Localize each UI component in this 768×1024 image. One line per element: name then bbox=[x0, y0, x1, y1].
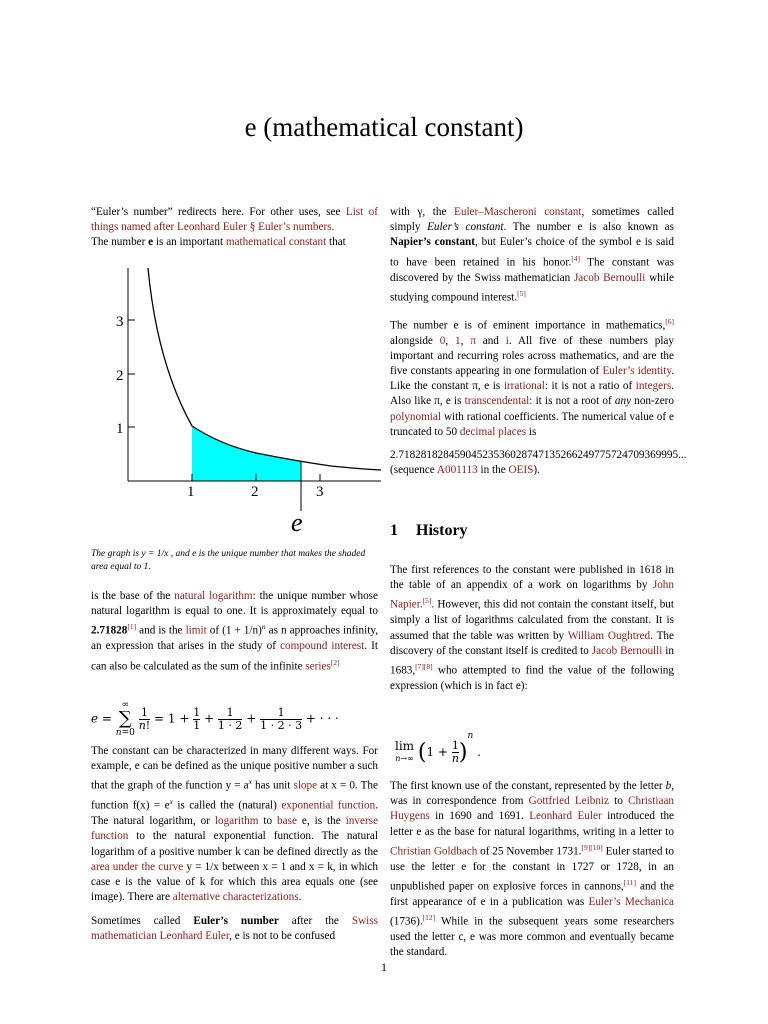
text: : the unique number whose natural logarithm is equal to one. It is approximately equal to bbox=[91, 590, 378, 618]
text: The constant was discovered by the Swiss mathematician bbox=[390, 256, 674, 284]
curve-1-over-x bbox=[148, 268, 381, 470]
text: y = 1/x between x = 1 and x = k, in which case e is the value of k for which this area equals one (see image). There are bbox=[91, 860, 378, 904]
eulers-identity-link[interactable]: Euler’s identity bbox=[602, 365, 672, 378]
text: The first references to the constant were published in 1618 in the table of an appendix of a work on logarithms by bbox=[390, 564, 674, 592]
paragraph-history-1: The first references to the constant were published in 1618 in the table of an appendix of a work on logarithms by John Napier.[5]. However, this did not contain the constant itself, but simply a list of logarithms calculated from the constant. It is assumed that the table was written by William Oughtred. The discovery of the constant itself is credited to Jacob Bernoulli in 1683,[7][8] who attempted to find the value of the following expression (which is in fact e): bbox=[390, 564, 675, 692]
x-tick-label-3: 3 bbox=[316, 484, 324, 500]
text: to bbox=[258, 815, 278, 828]
transcendental-link[interactable]: transcendental bbox=[464, 395, 530, 408]
oeis-sequence bbox=[390, 463, 674, 478]
section-title: History bbox=[416, 522, 468, 539]
text: . All five of these numbers play important and recurring roles across mathematics, and are the five constants appearing in one formulation of bbox=[390, 334, 674, 378]
figure-caption: The graph is y = 1/x , and e is the unique number that makes the shaded area equal to 1. bbox=[91, 549, 366, 572]
text: . However, this did not contain the constant itself, but simply a list of logarithms calculated from the constant. It is assumed that the table was written by bbox=[390, 599, 674, 642]
oeis-link[interactable]: OEIS bbox=[508, 464, 534, 477]
text: and is the bbox=[136, 625, 186, 638]
leonhard-euler-history-link[interactable]: Leonhard Euler bbox=[529, 810, 602, 823]
zero-link[interactable]: 0 bbox=[439, 334, 446, 347]
shaded-area bbox=[192, 426, 301, 481]
decimal-places-link[interactable]: decimal places bbox=[459, 425, 527, 438]
text: in 1690 and 1691. bbox=[429, 810, 530, 823]
euler-mascheroni-link[interactable]: Euler–Mascheroni constant bbox=[454, 206, 582, 218]
eulers-number-bold: Euler’s number bbox=[193, 914, 279, 927]
text: to bbox=[609, 795, 629, 808]
i-link[interactable]: i bbox=[505, 334, 509, 347]
hyperbola-graph bbox=[91, 263, 381, 538]
area-under-curve-link[interactable]: area under the curve bbox=[91, 860, 184, 873]
text: . The number e is also known as bbox=[503, 221, 675, 234]
text: . bbox=[298, 891, 302, 904]
logarithm-link[interactable]: logarithm bbox=[214, 815, 259, 828]
text: introduced the letter e as the base for natural logarithms, writing in a letter to bbox=[390, 810, 674, 838]
pi-link[interactable]: π bbox=[470, 334, 476, 347]
paragraph-characterization: The constant can be characterized in many different ways. For example, e can be defined as the unique positive number a such that the graph of the function $y = a^x$ has unit slope at x = 0. The function $f(x) = e^x$ is called the (natural) exponential function. The natural logarithm, or logarithm to base e, is the inverse function to the natural exponential function. The natural logarithm of a positive number k can be defined directly as the area under the curve y = 1/x between x = 1 and x = k, in which case e is the value of k for which this area equals one (see image). There are alternative characterizations. bbox=[91, 745, 378, 904]
john-napier-link[interactable]: John Napier bbox=[390, 579, 674, 612]
redirect-text: “Euler’s number” redirects here. For other uses, see bbox=[91, 206, 346, 218]
approx-value: 2.71828 bbox=[91, 625, 128, 638]
redirect-link[interactable]: List of things named after Leonhard Euler § Euler’s numbers. bbox=[91, 206, 378, 234]
ref-4-link[interactable]: [4] bbox=[571, 253, 580, 263]
text: Euler started to use the letter e for the constant in 1727 or 1728, in an unpublished paper on explosive forces in cannons, bbox=[390, 845, 674, 893]
limit-link[interactable]: limit bbox=[185, 625, 207, 638]
y-tick-label-2: 2 bbox=[116, 368, 124, 384]
redirect-note bbox=[91, 205, 378, 235]
ref-9-10-link[interactable]: [9][10] bbox=[581, 842, 603, 852]
ref-11-link[interactable]: [11] bbox=[623, 877, 636, 887]
paragraph-importance: The number e is of eminent importance in mathematics,[6] alongside 0, 1, π and i. All five of these numbers play important and recurring roles across mathematics, and are the five constants appearing in one formulation of Euler’s identity. Like the constant π, e is irrational: it is not a ratio of integers. Also like π, e is transcendental: it is not a root of any non-zero polynomial with rational coefficients. The numerical value of e truncated to 50 decimal places is bbox=[390, 316, 675, 438]
section-number: 1 bbox=[390, 522, 398, 539]
one-link[interactable]: 1 bbox=[454, 334, 461, 347]
integers-link[interactable]: integers bbox=[635, 380, 672, 393]
ref-1-link[interactable]: [1] bbox=[127, 622, 137, 632]
a001113-link[interactable]: A001113 bbox=[436, 464, 478, 477]
text: of 25 November 1731. bbox=[477, 845, 582, 858]
leonhard-euler-link[interactable]: Swiss mathematician Leonhard Euler bbox=[91, 914, 378, 942]
text: after the bbox=[278, 914, 352, 927]
text: (sequence bbox=[390, 464, 437, 477]
ref-7-8-link[interactable]: [7][8] bbox=[415, 661, 433, 671]
series-formula: e = ∞ ∑ n=0 $\frac{1}{n!}$ = 1 + $\frac{1}{1}$ + $\frac{1}{1 \cdot 2}$ + $\frac{1}{1 \cdot 2 \cdot 3}$ + · · · bbox=[91, 700, 339, 738]
intro-text-a: The number bbox=[91, 236, 149, 249]
page-number: 1 bbox=[381, 960, 387, 974]
ref-6-link[interactable]: [6] bbox=[665, 316, 674, 326]
base-link[interactable]: base bbox=[277, 815, 297, 828]
text: is called the (natural) bbox=[172, 800, 282, 813]
text: ). bbox=[533, 464, 540, 477]
text: , was in correspondence from bbox=[390, 780, 674, 808]
text: : it is not a root of bbox=[529, 395, 615, 408]
christiaan-huygens-link[interactable]: Christiaan Huygens bbox=[390, 795, 675, 823]
text: with γ, the bbox=[390, 206, 455, 218]
mathematical-constant-link[interactable]: mathematical constant bbox=[225, 236, 327, 249]
intro-text-b: is an important bbox=[153, 236, 226, 249]
mechanica-link[interactable]: Euler’s Mechanica bbox=[588, 895, 674, 908]
e-label: e bbox=[291, 508, 303, 537]
compound-interest-link[interactable]: compound interest bbox=[280, 640, 365, 653]
paragraph-napier bbox=[390, 205, 674, 306]
text: with rational coefficients. The numerical value of e truncated to 50 bbox=[390, 410, 674, 438]
text: to the natural exponential function. The natural logarithm of a positive number k can be defined directly as the bbox=[91, 830, 378, 858]
right-column bbox=[390, 205, 687, 486]
ref-2-link[interactable]: [2] bbox=[330, 657, 340, 667]
intro-text-c: that bbox=[326, 236, 346, 249]
polynomial-link[interactable]: polynomial bbox=[390, 410, 441, 423]
series-link[interactable]: series bbox=[305, 660, 331, 673]
ref-5-link[interactable]: [5] bbox=[517, 288, 526, 298]
text: . Like the constant π, e is bbox=[390, 365, 674, 393]
jacob-bernoulli-history-link[interactable]: Jacob Bernoulli bbox=[591, 644, 663, 657]
any-italic: any bbox=[614, 395, 632, 408]
text: is bbox=[526, 425, 537, 438]
exponential-function-link[interactable]: exponential function bbox=[281, 800, 376, 813]
history-text-2 bbox=[390, 779, 674, 968]
inverse-function-link[interactable]: inverse function bbox=[91, 815, 378, 843]
text: and the first appearance of e in a publication was bbox=[390, 880, 674, 908]
text: . The discovery of the constant itself is credited to bbox=[390, 629, 674, 657]
text: non-zero bbox=[631, 395, 674, 408]
left-column-lower bbox=[91, 744, 378, 952]
text: of (1 + 1/n) bbox=[206, 625, 262, 638]
gottfried-leibniz-link[interactable]: Gottfried Leibniz bbox=[528, 795, 609, 808]
y-tick-label-3: 3 bbox=[116, 314, 124, 330]
text: , sometimes called simply bbox=[390, 206, 674, 234]
text: . It can also be calculated as the sum of the infinite bbox=[91, 640, 378, 673]
paragraph-eulers-number bbox=[91, 914, 378, 944]
william-oughtred-link[interactable]: William Oughtred bbox=[567, 629, 651, 642]
y-tick-label-1: 1 bbox=[116, 421, 124, 437]
text: , e is not to be confused bbox=[229, 929, 336, 942]
slope-link[interactable]: slope bbox=[293, 780, 318, 793]
text: e, is the bbox=[296, 815, 346, 828]
text: (1736). bbox=[390, 915, 423, 928]
text: . Also like π, e is bbox=[390, 380, 675, 408]
x-tick-label-2: 2 bbox=[251, 484, 259, 500]
text: Sometimes called bbox=[91, 914, 194, 927]
text: as n approaches infinity, an expression that arises in the study of bbox=[91, 625, 378, 653]
text: in 1683, bbox=[390, 644, 675, 677]
text: The constant can be characterized in many different ways. For example, e can be defined as the unique positive number a such that the graph of the function y = a bbox=[91, 745, 378, 793]
left-column-continued bbox=[91, 589, 378, 682]
page-title: e (mathematical constant) bbox=[244, 112, 524, 142]
text: . The natural logarithm, or bbox=[91, 800, 378, 828]
text: alongside bbox=[390, 334, 440, 347]
left-column bbox=[91, 205, 378, 259]
text: while studying compound interest. bbox=[390, 271, 674, 304]
text: The first known use of the constant, represented by the letter bbox=[390, 780, 666, 792]
text: has unit bbox=[251, 780, 294, 793]
eulers-constant-italic: Euler’s constant bbox=[427, 221, 504, 234]
text: The number e is of eminent importance in mathematics, bbox=[390, 319, 666, 332]
section-heading-history bbox=[390, 522, 468, 540]
ref-5b-link[interactable]: [5] bbox=[422, 596, 432, 606]
history-text bbox=[390, 563, 674, 702]
text: who attempted to find the value of the following expression (which is in fact e): bbox=[390, 664, 674, 692]
text: While in the subsequent years some researchers used the letter c, e was more common and eventually became the standard. bbox=[390, 915, 674, 959]
paragraph-history-2: The first known use of the constant, represented by the letter b, was in correspondence from Gottfried Leibniz to Christiaan Huygens in 1690 and 1691. Leonhard Euler introduced the letter e as the base for natural logarithms, writing in a letter to Christian Goldbach of 25 November 1731.[9][10] Euler started to use the letter e for the constant in 1727 or 1728, in an unpublished paper on explosive forces in cannons,[11] and the first appearance of e in a publication was Euler’s Mechanica (1736).[12] While in the subsequent years some researchers used the letter c, e was more common and eventually became the standard. bbox=[390, 780, 675, 959]
intro-e: e bbox=[148, 236, 154, 249]
intro-line bbox=[91, 235, 378, 250]
ref-12-link[interactable]: [12] bbox=[422, 913, 436, 923]
text: in the bbox=[477, 464, 509, 477]
text: is the base of the bbox=[91, 590, 175, 602]
text: at x = 0. The function f(x) = e bbox=[91, 780, 378, 813]
jacob-bernoulli-link[interactable]: Jacob Bernoulli bbox=[573, 271, 646, 284]
text: : it is not a ratio of bbox=[544, 380, 636, 393]
limit-formula: lim n→∞ (1 + $\frac{1}{n}$ )$^n$ . bbox=[395, 731, 481, 765]
paragraph-natural-log: is the base of the natural logarithm: the unique number whose natural logarithm is equal to one. It is approximately equal to 2.71828[1] and is the limit of $(1 + 1/n)^n$ as n approaches infinity, an expression that arises in the study of compound interest. It can also be calculated as the sum of the infinite series[2] bbox=[91, 590, 378, 673]
napiers-constant-bold: Napier’s constant bbox=[390, 236, 476, 249]
x-tick-label-1: 1 bbox=[187, 484, 195, 500]
text: , but Euler’s choice of the symbol e is said to have been retained in his honor. bbox=[390, 236, 674, 269]
e-digits: 2.71828182845904523536028747135266249775724709369995... bbox=[390, 449, 687, 462]
natural-logarithm-link[interactable]: natural logarithm bbox=[174, 590, 253, 602]
irrational-link[interactable]: irrational bbox=[503, 380, 545, 393]
alternative-characterizations-link[interactable]: alternative characterizations bbox=[172, 891, 299, 904]
christian-goldbach-link[interactable]: Christian Goldbach bbox=[390, 845, 478, 858]
